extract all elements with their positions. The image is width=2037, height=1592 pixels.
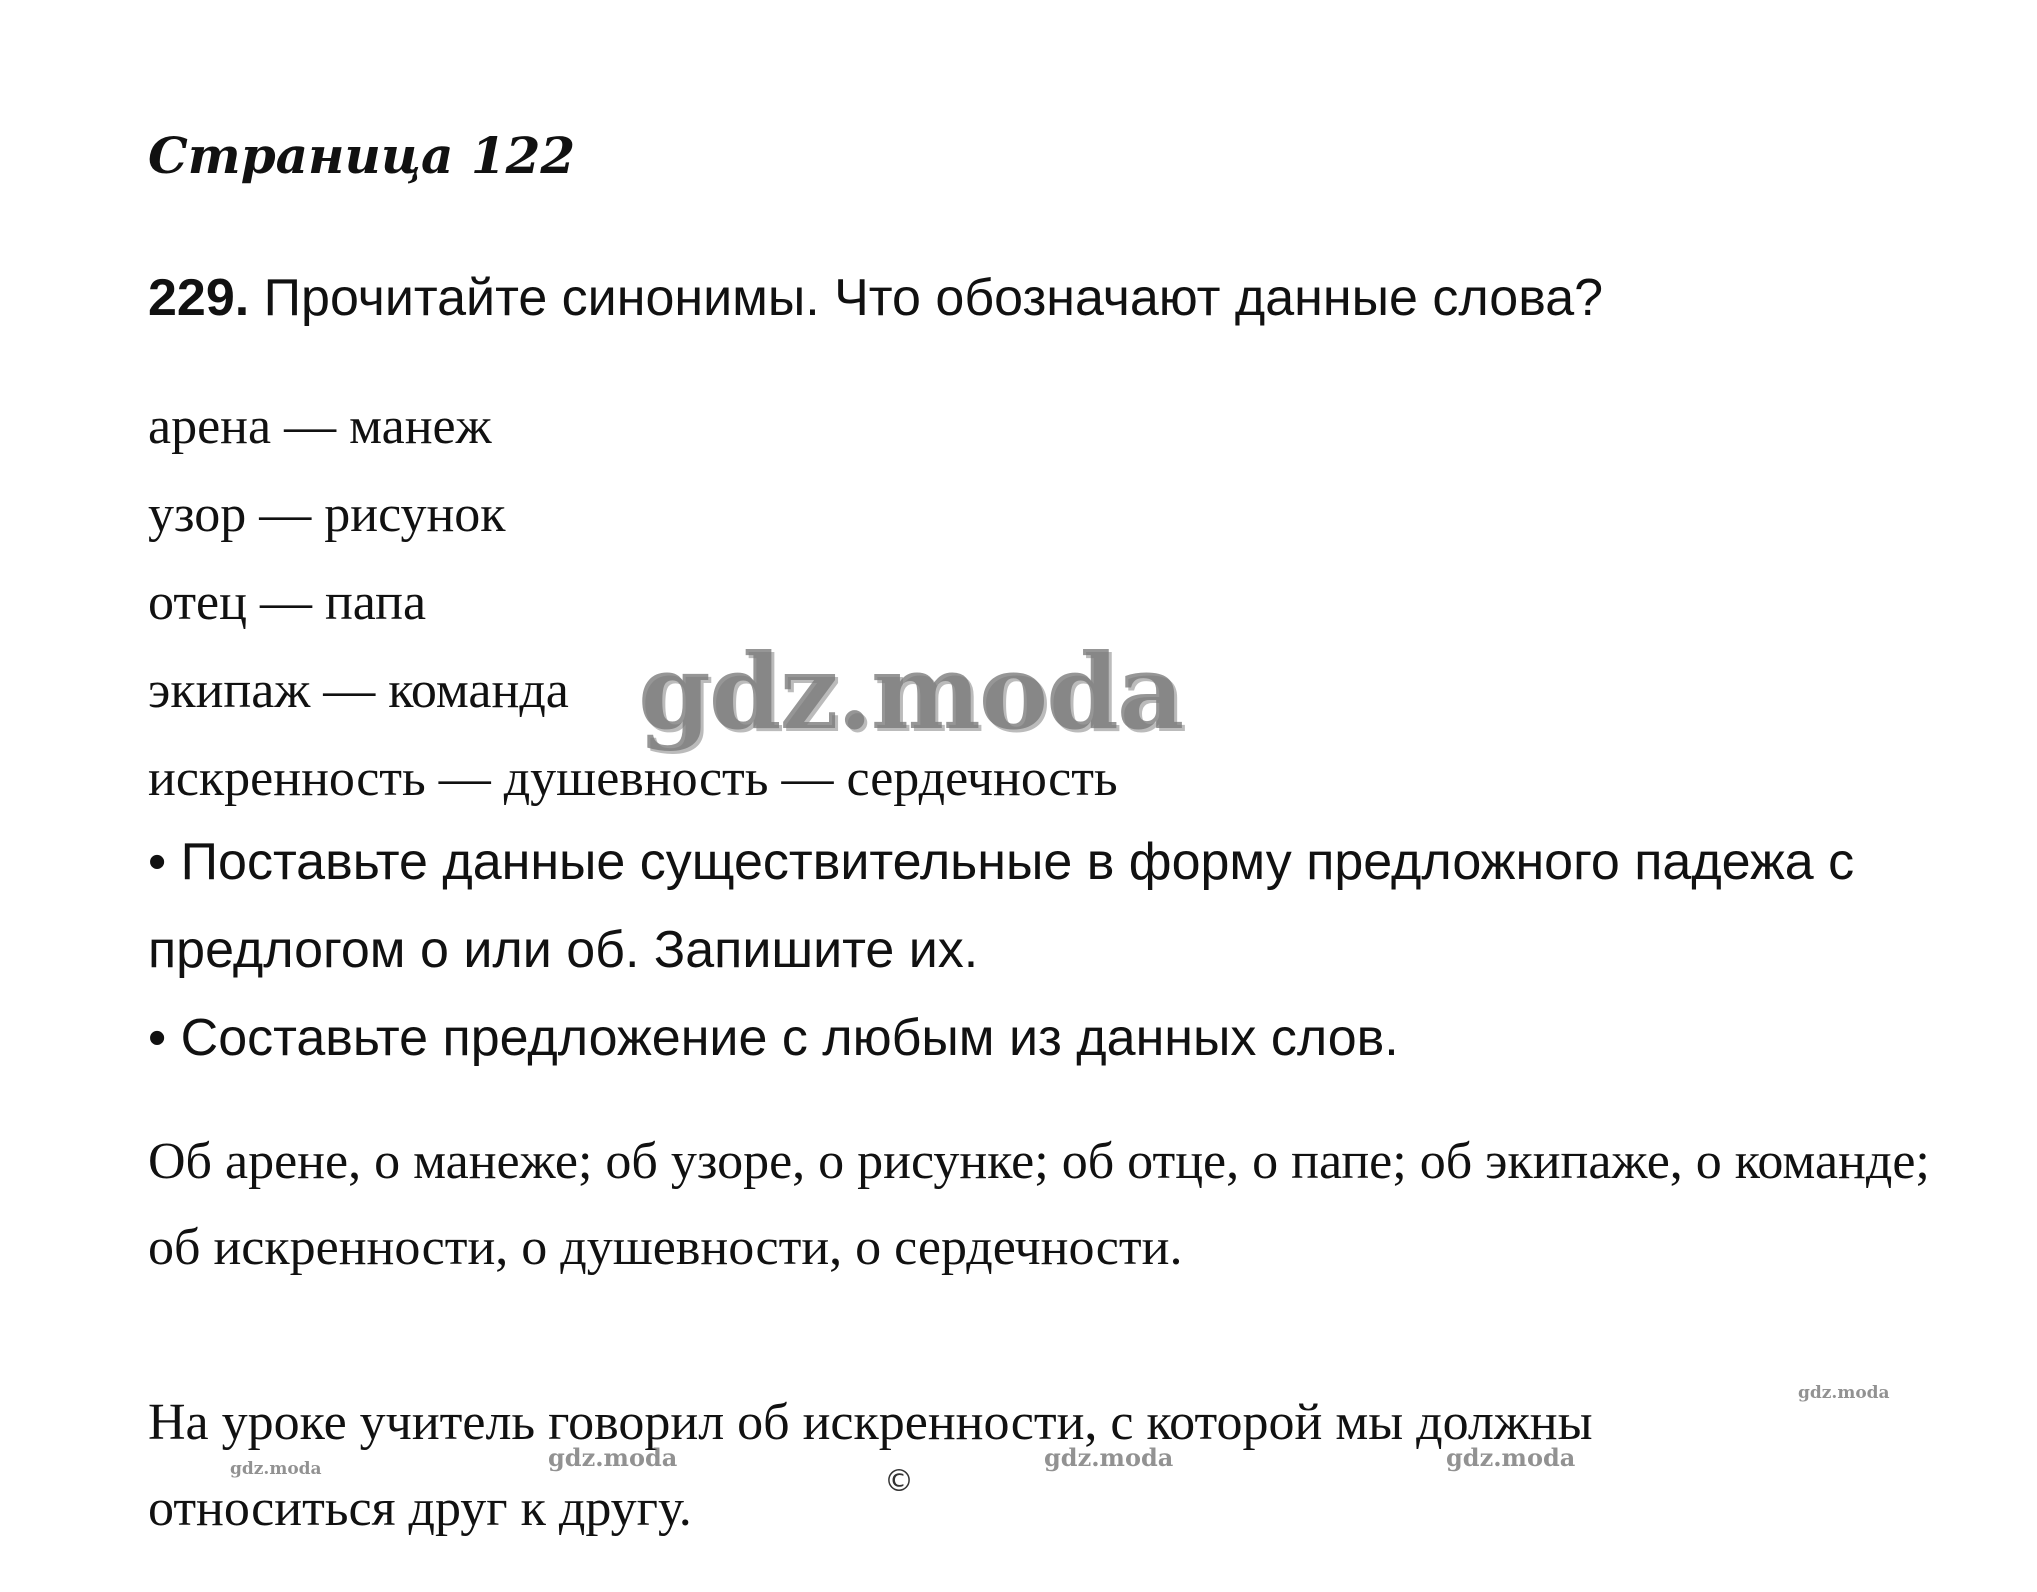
watermark-logo: gdz.moda [1044,1443,1174,1472]
synonym-pair: узор — рисунок [148,486,506,543]
example-sentence: На уроке учитель говорил об искренности, с которой мы должны относиться друг к другу. [148,1394,1593,1537]
answer-paragraph: Об арене, о манеже; об узоре, о рисунке; об отце, о папе; об экипаже, о команде; об искренности, о душевности, о сердечности. [148,1133,1930,1276]
synonym-pair: арена — манеж [148,398,492,455]
synonym-pair: экипаж — команда [148,662,569,719]
instruction-list [148,818,1948,1082]
page-title: Страница 122 [148,126,576,185]
synonym-pair: отец — папа [148,574,427,631]
synonym-list [148,383,1118,823]
task-heading [148,266,1603,330]
task-number: 229. [148,269,250,327]
instruction-item: • Составьте предложение с любым из данных слов. [148,1009,1399,1067]
watermark-logo: gdz.moda [1798,1383,1890,1403]
task-text: Прочитайте синонимы. Что обозначают данные слова? [263,269,1604,327]
watermark-logo: gdz.moda [230,1459,322,1479]
watermark-logo: gdz.moda [638,630,1183,753]
synonym-pair: искренность — душевность — сердечность [148,750,1118,807]
watermark-logo: gdz.moda [1446,1443,1576,1472]
instruction-item: • Поставьте данные существительные в форму предложного падежа с предлогом о или об. Запишите их. [148,833,1855,979]
watermark-logo: gdz.moda [548,1443,678,1472]
copyright-icon: © [884,1464,914,1499]
